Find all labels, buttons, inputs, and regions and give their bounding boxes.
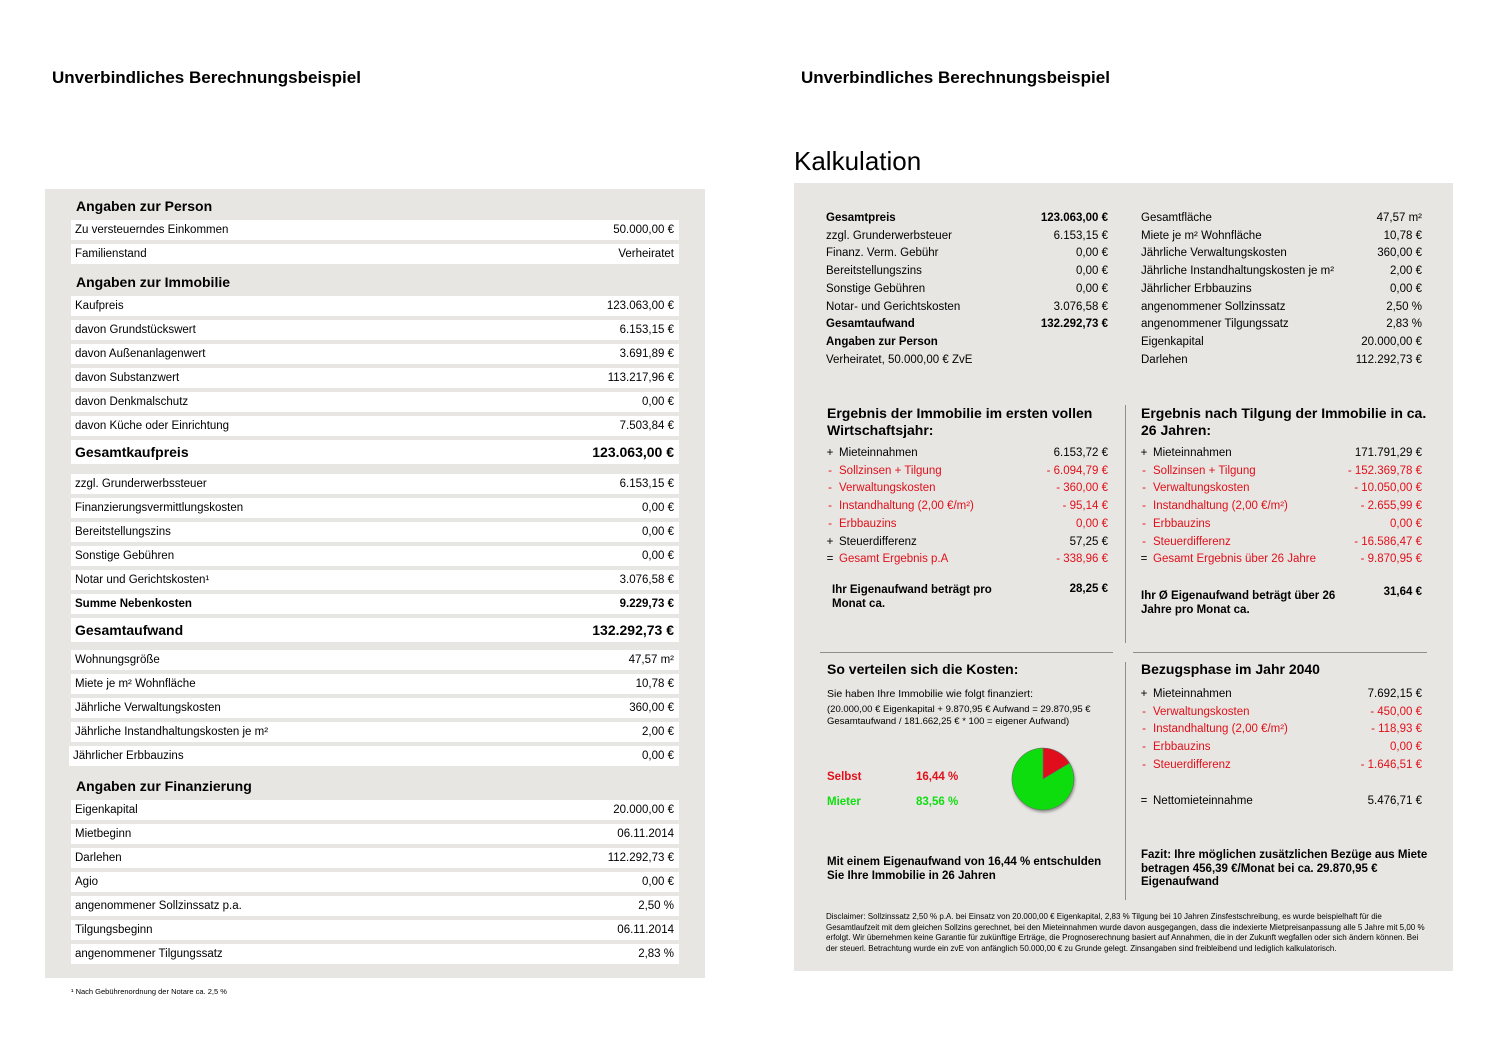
row-label: davon Denkmalschutz: [75, 396, 189, 408]
footnote: ¹ Nach Gebührenordnung der Notare ca. 2,5 %: [71, 987, 227, 996]
summary-label: Sonstige Gebühren: [826, 282, 926, 295]
row-value: 360,00 €: [629, 702, 674, 714]
row-label: Eigenkapital: [75, 804, 138, 816]
result-label: Gesamt Ergebnis p.A: [839, 553, 949, 566]
sign: +: [826, 535, 834, 548]
ergebnis2-title: Ergebnis nach Tilgung der Immobilie in ca. 26 Jahren:: [1141, 405, 1427, 438]
row-value: 20.000,00 €: [613, 804, 674, 816]
result-value: - 152.369,78 €: [1347, 464, 1422, 477]
divider-vertical-top: [1125, 405, 1126, 643]
summary-label: Gesamtaufwand: [826, 318, 915, 331]
table-row: [71, 296, 679, 316]
row-label: Agio: [75, 876, 99, 888]
row-label: Finanzierungsvermittlungskosten: [75, 502, 244, 514]
summary-value: 2,00 €: [1390, 265, 1422, 278]
summary-label: Verheiratet, 50.000,00 € ZvE: [826, 353, 973, 366]
row-label: Wohnungsgröße: [75, 654, 160, 666]
result-value: 0,00 €: [1076, 517, 1108, 530]
row-value: Verheiratet: [618, 248, 674, 260]
table-row: [71, 896, 679, 916]
summary-label: Gesamtfläche: [1141, 212, 1212, 224]
row-label: Jährliche Instandhaltungskosten je m²: [75, 726, 269, 738]
summary-value: 2,50 %: [1386, 300, 1422, 313]
row-value: 132.292,73 €: [592, 622, 674, 638]
summary-label: Finanz. Verm. Gebühr: [826, 247, 939, 260]
row-label: Kaufpreis: [75, 300, 124, 312]
netto-label: Nettomieteinnahme: [1153, 795, 1253, 807]
selbst-label: Selbst: [827, 771, 862, 783]
sign: +: [1140, 688, 1148, 700]
sign: -: [1142, 517, 1146, 530]
page-title-right: Unverbindliches Berechnungsbeispiel: [801, 68, 1110, 87]
result-value: - 16.586,47 €: [1354, 535, 1422, 548]
row-value: 113.217,96 €: [607, 372, 674, 384]
row-value: 06.11.2014: [617, 828, 674, 840]
row-value: 06.11.2014: [617, 924, 674, 936]
result-value: 7.692,15 €: [1367, 688, 1422, 700]
result-label: Sollzinsen + Tilgung: [1153, 464, 1256, 477]
result-label: Mieteinnahmen: [839, 447, 918, 459]
result-label: Instandhaltung (2,00 €/m²): [1153, 723, 1288, 736]
result-label: Verwaltungskosten: [1153, 482, 1250, 495]
row-label: davon Küche oder Einrichtung: [75, 420, 230, 432]
netto-value: 5.476,71 €: [1367, 795, 1422, 807]
row-value: 47,57 m²: [628, 654, 674, 666]
sign: -: [1142, 758, 1146, 771]
summary-label: Bereitstellungszins: [826, 265, 922, 278]
row-value: 0,00 €: [642, 550, 674, 562]
divider-vertical-bottom: [1125, 662, 1126, 900]
row-value: 3.691,89 €: [619, 348, 674, 360]
result-label: Steuerdifferenz: [1153, 535, 1231, 548]
table-row: [71, 220, 679, 240]
row-label: davon Außenanlagenwert: [75, 348, 206, 360]
summary-label: Jährlicher Erbbauzins: [1141, 282, 1252, 295]
sign: =: [1140, 553, 1148, 566]
ergebnis2-summary-label: Ihr Ø Eigenaufwand beträgt über 26 Jahre pro Monat ca.: [1141, 590, 1336, 616]
mieter-label: Mieter: [827, 796, 861, 808]
summary-value: 112.292,73 €: [1355, 353, 1422, 366]
table-row: [71, 570, 679, 590]
result-value: 0,00 €: [1390, 741, 1422, 754]
table-row: [71, 474, 679, 494]
table-row: [71, 872, 679, 892]
result-label: Erbbauzins: [1153, 741, 1211, 754]
table-row: [71, 344, 679, 364]
result-value: 171.791,29 €: [1354, 447, 1422, 459]
result-value: - 2.655,99 €: [1360, 500, 1422, 513]
result-label: Mieteinnahmen: [1153, 447, 1232, 459]
result-label: Instandhaltung (2,00 €/m²): [839, 500, 974, 513]
sign: -: [828, 517, 832, 530]
summary-label: Jährliche Instandhaltungskosten je m²: [1141, 265, 1335, 278]
summary-value: 3.076,58 €: [1053, 300, 1108, 313]
sign: -: [828, 500, 832, 513]
result-label: Verwaltungskosten: [839, 482, 936, 495]
row-value: 7.503,84 €: [619, 420, 674, 432]
result-label: Instandhaltung (2,00 €/m²): [1153, 500, 1288, 513]
row-value: 2,50 %: [638, 900, 674, 912]
summary-value: 47,57 m²: [1376, 212, 1422, 224]
row-value: 0,00 €: [642, 876, 674, 888]
netto-sign: =: [1140, 795, 1148, 807]
divider-horizontal-right: [1133, 652, 1427, 653]
row-value: 2,00 €: [642, 726, 674, 738]
summary-value: 360,00 €: [1377, 247, 1422, 260]
summary-label: Angaben zur Person: [826, 335, 938, 348]
row-label: Jährliche Verwaltungskosten: [75, 702, 221, 714]
summary-label: Darlehen: [1141, 353, 1188, 366]
row-label: angenommener Sollzinssatz p.a.: [75, 900, 242, 912]
result-label: Erbbauzins: [1153, 517, 1211, 530]
summary-value: 123.063,00 €: [1040, 212, 1108, 224]
result-value: 57,25 €: [1069, 535, 1108, 548]
row-label: davon Grundstückswert: [75, 324, 196, 336]
row-value: 0,00 €: [642, 396, 674, 408]
result-value: - 450,00 €: [1370, 705, 1422, 718]
row-label: Gesamtkaufpreis: [75, 444, 189, 460]
result-label: Steuerdifferenz: [839, 535, 917, 548]
summary-label: Eigenkapital: [1141, 335, 1204, 348]
table-row: [71, 920, 679, 940]
sign: -: [828, 464, 832, 477]
row-label: Darlehen: [75, 852, 122, 864]
row-label: Sonstige Gebühren: [75, 550, 175, 562]
row-label: Summe Nebenkosten: [75, 598, 192, 610]
ergebnis1-summary-label: Ihr Eigenaufwand beträgt pro Monat ca.: [832, 584, 992, 610]
table-row: [71, 848, 679, 868]
page-title-left: Unverbindliches Berechnungsbeispiel: [52, 68, 361, 87]
table-row: [71, 244, 679, 264]
summary-label: Miete je m² Wohnfläche: [1141, 229, 1262, 242]
result-label: Mieteinnahmen: [1153, 688, 1232, 700]
sign: -: [1142, 464, 1146, 477]
sign: -: [1142, 482, 1146, 495]
summary-value: 0,00 €: [1076, 265, 1108, 278]
sign: +: [1140, 447, 1148, 459]
result-value: - 360,00 €: [1056, 482, 1108, 495]
row-value: 6.153,15 €: [619, 478, 674, 490]
result-label: Verwaltungskosten: [1153, 705, 1250, 718]
table-row: [71, 650, 679, 670]
row-value: 10,78 €: [635, 678, 674, 690]
result-value: 6.153,72 €: [1053, 447, 1108, 459]
sign: -: [1142, 723, 1146, 736]
table-row: [71, 392, 679, 412]
row-label: davon Substanzwert: [75, 372, 180, 384]
sign: -: [828, 482, 832, 495]
sign: =: [826, 553, 834, 566]
sign: -: [1142, 741, 1146, 754]
row-value: 6.153,15 €: [619, 324, 674, 336]
summary-label: Notar- und Gerichtskosten: [826, 300, 961, 313]
result-value: - 95,14 €: [1062, 500, 1108, 513]
row-value: 123.063,00 €: [592, 444, 674, 460]
selbst-value: 16,44 %: [916, 771, 959, 783]
row-label: zzgl. Grunderwerbssteuer: [75, 478, 207, 490]
row-label: Notar und Gerichtskosten¹: [75, 574, 210, 586]
table-row: [71, 522, 679, 542]
kosten-intro: Sie haben Ihre Immobilie wie folgt finanziert:: [827, 688, 1034, 700]
row-value: 9.229,73 €: [619, 598, 674, 610]
fazit: Fazit: Ihre möglichen zusätzlichen Bezüge aus Miete betragen 456,39 €/Monat bei ca. 29.870,95 € Eigenaufwand: [1141, 849, 1428, 888]
mieter-value: 83,56 %: [916, 796, 959, 808]
table-row: [71, 944, 679, 964]
ergebnis1-summary-value: 28,25 €: [1069, 583, 1108, 595]
row-value: 2,83 %: [638, 948, 674, 960]
row-label: angenommener Tilgungssatz: [75, 948, 223, 960]
kalkulation-title: Kalkulation: [794, 146, 922, 176]
table-row: [71, 320, 679, 340]
summary-value: 0,00 €: [1390, 282, 1422, 295]
summary-value: 132.292,73 €: [1040, 318, 1108, 331]
result-value: - 338,96 €: [1056, 553, 1108, 566]
disclaimer: Disclaimer: Sollzinssatz 2,50 % p.A. bei Einsatz von 20.000,00 € Eigenkapital, 2,83 % Tilgung bei 10 Jahren Zinsfestschreibung, es wurde beispielhaft für die Gesamtlaufzeit mit dem gleichen Sollzins gerechnet, bei den Mieteinnahmen wurde davon ausgegangen, dass die indexierte Mietpreisanpassung alle 5 Jahre mit 5,00 % erfolgt. Wir übernehmen keine Garantie für zukünftige Erträge, die Prognoserechnung basiert auf Annahmen, die in der Zukunft wegfallen oder sich ändern können. Bei der steuerl. Betrachtung wurde ein zvE von anfänglich 50.000,00 € zu Grunde gelegt. Zinsangaben sind freibleibend und lediglich kalkulatorisch.: [826, 912, 1425, 953]
ergebnis2-summary-value: 31,64 €: [1383, 586, 1422, 598]
section-immobilie: Angaben zur Immobilie: [76, 274, 231, 290]
section-person: Angaben zur Person: [76, 198, 213, 214]
summary-value: 10,78 €: [1383, 229, 1422, 242]
result-value: - 6.094,79 €: [1046, 464, 1108, 477]
result-label: Sollzinsen + Tilgung: [839, 464, 942, 477]
row-label: Jährlicher Erbbauzins: [73, 750, 184, 762]
row-label: Tilgungsbeginn: [75, 924, 153, 936]
result-value: - 1.646,51 €: [1360, 758, 1422, 771]
row-value: 0,00 €: [642, 750, 674, 762]
table-row: [71, 546, 679, 566]
row-label: Familienstand: [75, 248, 147, 260]
summary-label: zzgl. Grunderwerbsteuer: [826, 229, 952, 242]
bezug-title: Bezugsphase im Jahr 2040: [1141, 661, 1320, 677]
sign: -: [1142, 500, 1146, 513]
summary-value: 2,83 %: [1386, 318, 1422, 331]
divider-horizontal-left: [820, 652, 1113, 653]
summary-value: 6.153,15 €: [1053, 229, 1108, 242]
section-finanzierung: Angaben zur Finanzierung: [76, 778, 252, 794]
row-label: Bereitstellungszins: [75, 526, 171, 538]
table-row: [71, 440, 679, 464]
row-value: 50.000,00 €: [613, 224, 674, 236]
result-value: - 9.870,95 €: [1360, 553, 1422, 566]
kosten-title: So verteilen sich die Kosten:: [827, 661, 1019, 677]
kosten-conclusion: Mit einem Eigenaufwand von 16,44 % entschulden Sie Ihre Immobilie in 26 Jahren: [827, 856, 1102, 882]
table-row: [71, 594, 679, 614]
summary-label: angenommener Tilgungssatz: [1141, 318, 1289, 331]
table-row: [71, 824, 679, 844]
table-row: [71, 498, 679, 518]
summary-value: 20.000,00 €: [1361, 335, 1422, 348]
result-label: Steuerdifferenz: [1153, 758, 1231, 771]
table-row: [71, 698, 679, 718]
sign: +: [826, 447, 834, 459]
summary-value: 0,00 €: [1076, 247, 1108, 260]
summary-label: Gesamtpreis: [826, 212, 896, 224]
result-label: Gesamt Ergebnis über 26 Jahre: [1153, 553, 1317, 566]
table-row: [71, 800, 679, 820]
row-label: Miete je m² Wohnfläche: [75, 678, 196, 690]
summary-value: 0,00 €: [1076, 282, 1108, 295]
row-value: 3.076,58 €: [619, 574, 674, 586]
table-row: [69, 746, 679, 766]
table-row: [71, 618, 679, 642]
sign: -: [1142, 535, 1146, 548]
result-value: - 118,93 €: [1371, 723, 1422, 736]
sign: -: [1142, 705, 1146, 718]
row-label: Zu versteuerndes Einkommen: [75, 224, 229, 236]
row-label: Mietbeginn: [75, 828, 132, 840]
kosten-formula: (20.000,00 € Eigenkapital + 9.870,95 € Aufwand = 29.870,95 € Gesamtaufwand / 181.662,25 € * 100 = eigener Aufwand): [827, 704, 1091, 727]
table-row: [71, 674, 679, 694]
summary-label: angenommener Sollzinssatz: [1141, 300, 1286, 313]
ergebnis1-title: Ergebnis der Immobilie im ersten vollen Wirtschaftsjahr:: [827, 405, 1093, 438]
table-row: [71, 368, 679, 388]
row-value: 123.063,00 €: [606, 300, 674, 312]
table-row: [71, 416, 679, 436]
result-value: 0,00 €: [1390, 517, 1422, 530]
row-value: 112.292,73 €: [607, 852, 674, 864]
pie-chart: [1006, 742, 1080, 816]
result-value: - 10.050,00 €: [1354, 482, 1422, 495]
summary-label: Jährliche Verwaltungskosten: [1141, 247, 1287, 260]
row-value: 0,00 €: [642, 526, 674, 538]
result-label: Erbbauzins: [839, 517, 897, 530]
table-row: [71, 722, 679, 742]
row-label: Gesamtaufwand: [75, 622, 184, 638]
row-value: 0,00 €: [642, 502, 674, 514]
